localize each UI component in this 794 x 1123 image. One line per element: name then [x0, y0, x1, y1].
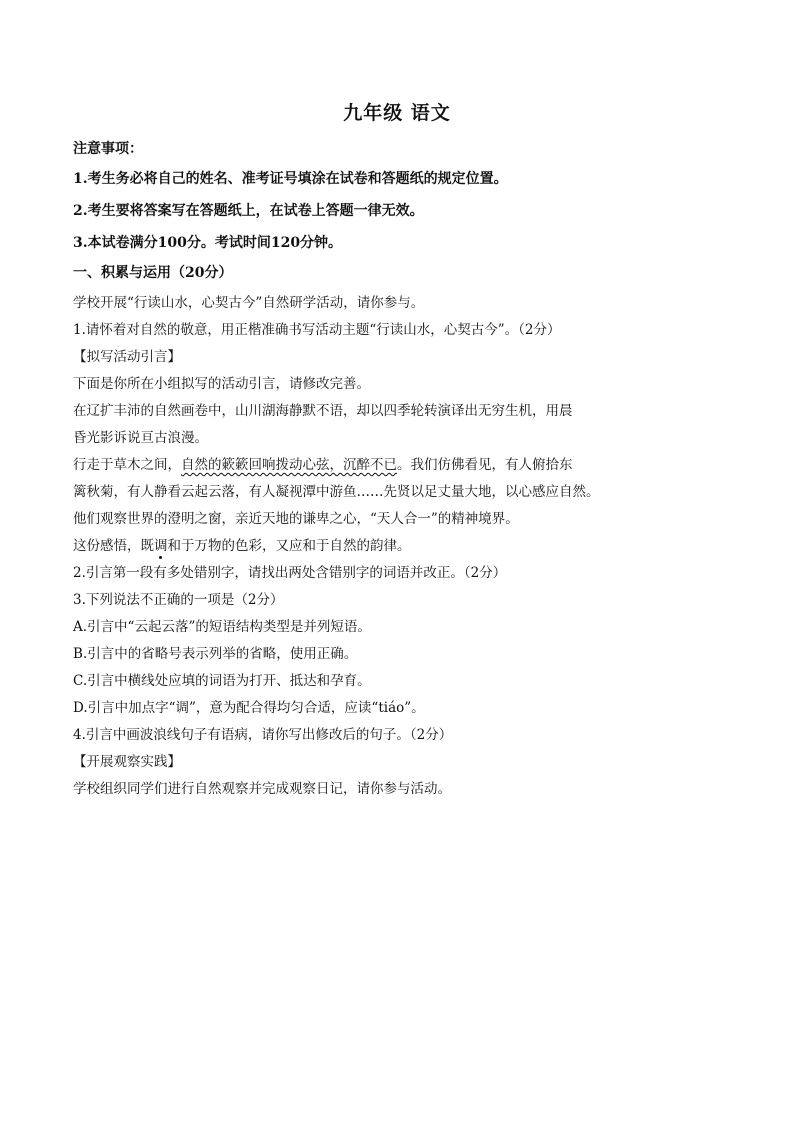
paragraph-2-start: 行走于草木之间，	[73, 457, 181, 473]
question-4: 4.引言中画波浪线句子有语病，请你写出修改后的句子。（2分）	[73, 727, 453, 743]
dotted-char: 调	[154, 538, 168, 554]
notice-item-2: 2.考生要将答案写在答题纸上，在试卷上答题一律无效。	[73, 203, 424, 219]
question-2: 2.引言第一段有多处错别字，请找出两处含错别字的词语并改正。（2分）	[73, 565, 507, 581]
page-title: 九年级 语文	[343, 102, 451, 124]
paragraph-3	[73, 536, 733, 556]
paragraph-2-end: 。我们仿佛看见，有人俯拾东	[397, 457, 573, 473]
lead-text: 下面是你所在小组拟写的活动引言，请修改完善。	[73, 376, 370, 392]
paragraph-2-line-1	[73, 455, 733, 475]
paragraph-3-end: 和于万物的色彩，又应和于自然的韵律。	[167, 538, 411, 554]
paragraph-1-line-1: 在辽扩丰沛的自然画卷中，山川湖海静默不语，却以四季轮转演译出无穷生机，用晨	[73, 403, 573, 419]
activity-text: 学校组织同学们进行自然观察并完成观察日记，请你参与活动。	[73, 781, 451, 797]
paragraph-3-start: 这份感悟，既	[73, 538, 154, 554]
question-3-option-d: D.引言中加点字“调”，意为配合得均匀合适，应读“tiáo”。	[73, 700, 425, 716]
paragraph-2-line-3: 他们观察世界的澄明之窗，亲近天地的谦卑之心，“天人合一”的精神境界。	[73, 511, 519, 527]
section-heading: 一、积累与运用（20分）	[73, 265, 233, 281]
notice-item-3: 3.本试卷满分100分。考试时间120分钟。	[73, 235, 343, 251]
paragraph-1-line-2: 昏光影诉说亘古浪漫。	[73, 430, 208, 446]
question-3: 3.下列说法不正确的一项是（2分）	[73, 592, 284, 608]
question-3-option-b: B.引言中的省略号表示列举的省略，使用正确。	[73, 646, 358, 662]
subheading-intro-writing: 【拟写活动引言】	[73, 349, 181, 365]
paragraph-2-line-2: 篱秋菊，有人静看云起云落，有人凝视潭中游鱼……先贤以足丈量大地，以心感应自然。	[73, 484, 600, 500]
wavy-underlined-sentence: 自然的簌簌回响拨动心弦，沉醉不已	[181, 457, 397, 473]
notice-heading: 注意事项：	[73, 141, 143, 157]
question-3-option-a: A.引言中“云起云落”的短语结构类型是并列短语。	[73, 619, 371, 635]
subheading-observation: 【开展观察实践】	[73, 754, 181, 770]
question-1: 1.请怀着对自然的敬意，用正楷准确书写活动主题“行读山水，心契古今”。（2分）	[73, 322, 561, 338]
section-intro: 学校开展“行读山水，心契古今”自然研学活动，请你参与。	[73, 295, 425, 311]
notice-item-1: 1.考生务必将自己的姓名、准考证号填涂在试卷和答题纸的规定位置。	[73, 171, 508, 187]
question-3-option-c: C.引言中横线处应填的词语为打开、抵达和孕育。	[73, 673, 371, 689]
